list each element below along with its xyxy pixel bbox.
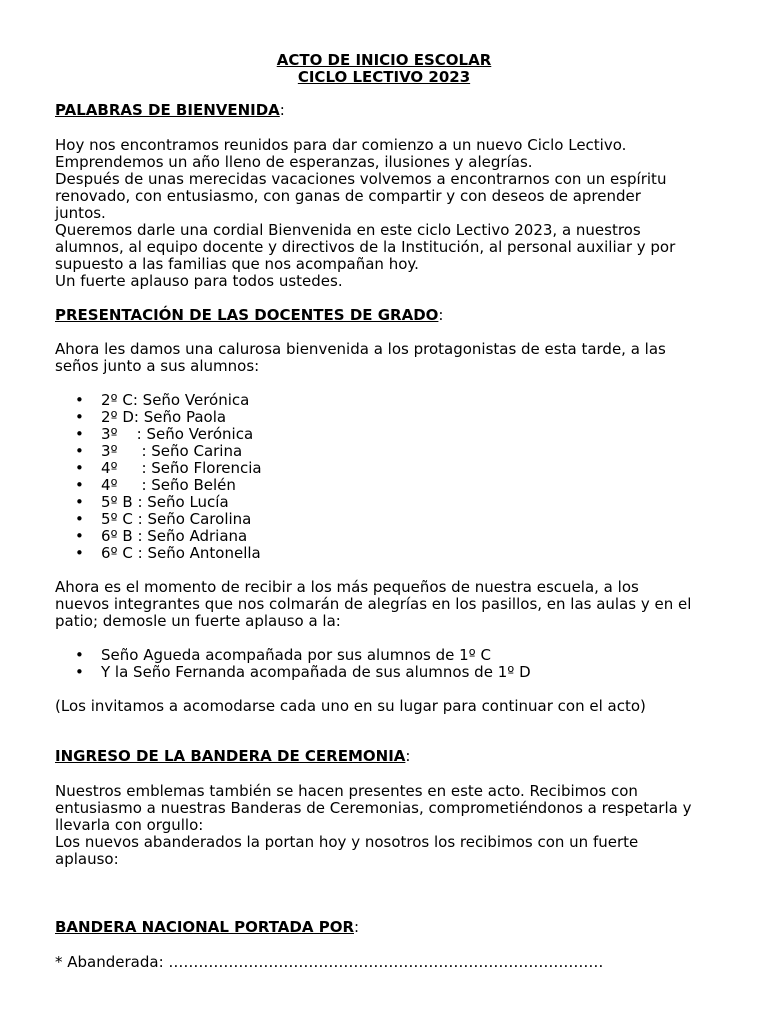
document-title: ACTO DE INICIO ESCOLAR: [276, 51, 492, 69]
paragraph-line: (Los invitamos a acomodarse cada uno en su lugar para continuar con el acto): [55, 697, 646, 715]
paragraph-line: aplauso:: [55, 850, 119, 868]
list-item-text: 4º : Seño Belén: [101, 476, 236, 494]
list-item-text: 6º C : Seño Antonella: [101, 544, 261, 562]
paragraph-line: nuevos integrantes que nos colmarán de alegrías en los pasillos, en las aulas y en el: [55, 595, 692, 613]
list-item-text: Y la Seño Fernanda acompañada de sus alumnos de 1º D: [101, 663, 531, 681]
heading-welcome-text: PALABRAS DE BIENVENIDA: [55, 101, 280, 119]
list-item-text: 2º C: Seño Verónica: [101, 391, 250, 409]
list-item-text: 6º B : Seño Adriana: [101, 527, 248, 545]
welcome-paragraph: [55, 137, 715, 290]
paragraph-line: Después de unas merecidas vacaciones volvemos a encontrarnos con un espíritu: [55, 170, 667, 188]
first-grade-paragraph: [55, 579, 715, 630]
bullet: •: [75, 527, 84, 545]
list-item: [75, 392, 262, 409]
teachers-list: [75, 392, 262, 562]
bullet: •: [75, 544, 84, 562]
document-subtitle: CICLO LECTIVO 2023: [297, 68, 471, 86]
bullet: •: [75, 476, 84, 494]
paragraph-line: juntos.: [55, 204, 106, 222]
list-item-text: 3º : Seño Carina: [101, 442, 243, 460]
list-item-text: 2º D: Seño Paola: [101, 408, 227, 426]
list-item-text: Seño Agueda acompañada por sus alumnos de 1º C: [101, 646, 491, 664]
paragraph-line: alumnos, al equipo docente y directivos de la Institución, al personal auxiliar y por: [55, 238, 676, 256]
list-item-text: 5º C : Seño Carolina: [101, 510, 252, 528]
list-item: [75, 494, 262, 511]
list-item: [75, 528, 262, 545]
bullet: •: [75, 493, 84, 511]
list-item: [75, 477, 262, 494]
paragraph-line: Los nuevos abanderados la portan hoy y nosotros los recibimos con un fuerte: [55, 833, 639, 851]
list-item-text: 3º : Seño Verónica: [101, 425, 254, 443]
flag-paragraph: [55, 783, 715, 868]
list-item-text: 4º : Seño Florencia: [101, 459, 262, 477]
heading-flag-ceremony-text: INGRESO DE LA BANDERA DE CEREMONIA: [55, 747, 406, 765]
heading-colon: :: [405, 747, 411, 765]
bullet: •: [75, 510, 84, 528]
heading-welcome: [55, 102, 285, 119]
teachers-intro: [55, 341, 715, 375]
paragraph-line: patio; demosle un fuerte aplauso a la:: [55, 612, 341, 630]
list-item: [75, 426, 262, 443]
list-item: [75, 647, 531, 664]
list-item: [75, 443, 262, 460]
heading-colon: :: [438, 306, 444, 324]
seating-note: [55, 698, 715, 715]
paragraph-line: renovado, con entusiasmo, con ganas de compartir y con deseos de aprender: [55, 187, 641, 205]
paragraph-line: seños junto a sus alumnos:: [55, 357, 260, 375]
list-item: [75, 511, 262, 528]
paragraph-line: Nuestros emblemas también se hacen presentes en este acto. Recibimos con: [55, 782, 638, 800]
heading-teachers-text: PRESENTACIÓN DE LAS DOCENTES DE GRADO: [55, 306, 439, 324]
paragraph-line: Hoy nos encontramos reunidos para dar comienzo a un nuevo Ciclo Lectivo.: [55, 136, 627, 154]
paragraph-line: Queremos darle una cordial Bienvenida en este ciclo Lectivo 2023, a nuestros: [55, 221, 641, 239]
bullet: •: [75, 459, 84, 477]
list-item: [75, 545, 262, 562]
paragraph-line: Un fuerte aplauso para todos ustedes.: [55, 272, 343, 290]
heading-colon: :: [279, 101, 285, 119]
bullet: •: [75, 442, 84, 460]
paragraph-line: Ahora es el momento de recibir a los más pequeños de nuestra escuela, a los: [55, 578, 639, 596]
bullet: •: [75, 408, 84, 426]
bullet: •: [75, 425, 84, 443]
paragraph-line: entusiasmo a nuestras Banderas de Ceremonias, comprometiéndonos a respetarla y: [55, 799, 692, 817]
flag-bearer-line: [55, 954, 715, 971]
heading-colon: :: [354, 918, 360, 936]
heading-national-flag-text: BANDERA NACIONAL PORTADA POR: [55, 918, 354, 936]
paragraph-line: supuesto a las familias que nos acompañan hoy.: [55, 255, 419, 273]
heading-teachers: [55, 307, 443, 324]
paragraph-line: * Abanderada: ……………………………………………………………………………: [55, 953, 604, 971]
list-item: [75, 409, 262, 426]
bullet: •: [75, 646, 84, 664]
paragraph-line: Emprendemos un año lleno de esperanzas, ilusiones y alegrías.: [55, 153, 533, 171]
list-item: [75, 664, 531, 681]
heading-national-flag: [55, 919, 359, 936]
heading-flag-ceremony: [55, 748, 410, 765]
bullet: •: [75, 663, 84, 681]
paragraph-line: Ahora les damos una calurosa bienvenida a los protagonistas de esta tarde, a las: [55, 340, 666, 358]
list-item-text: 5º B : Seño Lucía: [101, 493, 229, 511]
paragraph-line: llevarla con orgullo:: [55, 816, 204, 834]
first-grade-list: [75, 647, 531, 681]
list-item: [75, 460, 262, 477]
bullet: •: [75, 391, 84, 409]
